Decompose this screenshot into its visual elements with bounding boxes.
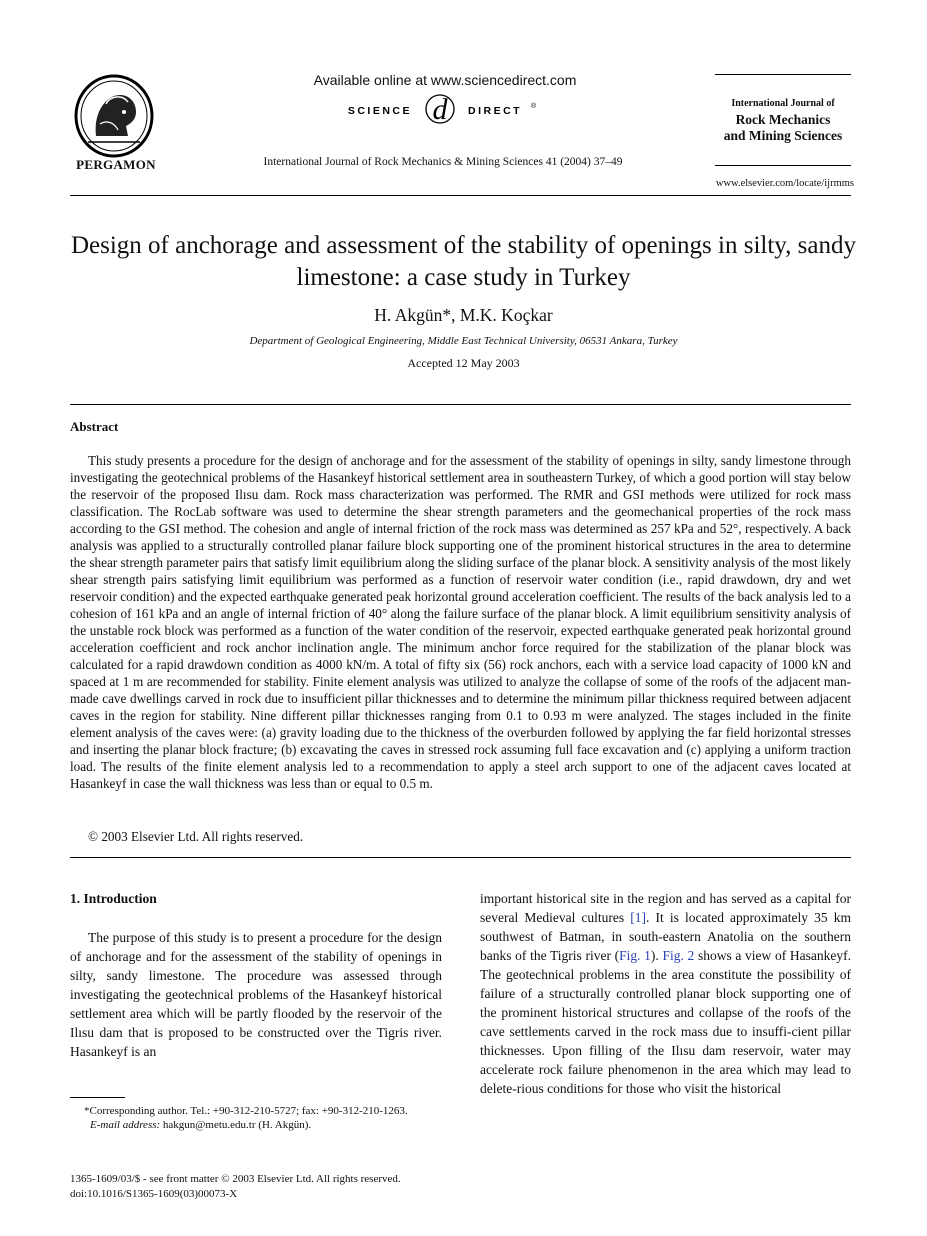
intro-text: important historical site in the region and has served as a capital for several Medieval cultures: [480, 891, 851, 925]
publisher-logo: [66, 74, 162, 170]
publisher-name: PERGAMON: [76, 157, 156, 172]
abstract-text: This study presents a procedure for the design of anchorage and for the assessment of the stability of openings in silty, sandy limestone through investigating the geotechnical problems of the Hasankeyf historical settlement area in southeastern Turkey, of which a good portion will stay below the reservoir of the proposed Ilısu dam. Rock mass characterization was performed. The RMR and GSI methods were utilized for rock mass classification. The RocLab software was used to determine the shear strength parameters and the geomechanical properties of the rock mass according to the GSI method. The cohesion and angle of internal friction of the rock mass was determined as 257 kPa and 52°, respectively. A back analysis was applied to a structurally controlled planar failure block supporting one of the prominent historical structures in the area to determine the shear strength parameter pairs that satisfy limit equilibrium along the sliding surface of the planar block. A sensitivity analysis of the most likely shear strength pairs satisfying limit equilibrium was performed as a function of reservoir water condition (i.e., rapid drawdown, dry and wet reservoir condition) and the expected earthquake generated peak horizontal ground acceleration coefficient. The results of the back analysis led to a cohesion of 161 kPa and an angle of internal friction of 40° along the failure surface of the planar block. A limit equilibrium sensitivity analysis of the unstable rock block was performed as a function of the water condition of the reservoir, expected earthquake generated peak horizontal ground acceleration coefficient and rock anchor inclination angle. The minimum anchor force required for the stabilization of the planar block was calculated for a rapid drawdown condition as 4000 kN/m. A total of fifty six (56) rock anchors, each with a service load capacity of 1000 kN and spaced at 1 m are recommended for stability. Finite element analysis was utilized to analyze the collapse of some of the roofs of the adjacent man-made cave dwellings carved in rock due to insufficient pillar thicknesses and to determine the minimum pillar thickness required between adjacent caves in the region for stability. Nine different pillar thicknesses ranging from 0.1 to 0.93 m were analyzed. The stages included in the finite element analysis of the caves were: (a) gravity loading due to the thickness of the overburden followed by applying the far field horizontal stresses and inserting the planar block fracture; (b) excavating the caves in stressed rock assuming full face excavation and (c) applying a uniform traction load. The results of the finite element analysis led to a recommendation to apply a steel arch support to one of the adjacent caves located at Hasankeyf in case the wall thickness was less than or equal to 0.5 m.: [70, 453, 851, 791]
divider: [715, 165, 851, 166]
figure-link-1[interactable]: Fig. 1: [619, 948, 651, 963]
journal-line-2: Rock Mechanics: [735, 112, 831, 127]
doi-line[interactable]: doi:10.1016/S1365-1609(03)00073-X: [70, 1188, 238, 1200]
divider: [70, 857, 851, 858]
intro-right-column: [480, 889, 851, 1098]
sciencedirect-logo: [300, 92, 590, 132]
footnote-divider: [70, 1097, 125, 1098]
divider: [70, 404, 851, 405]
accepted-date: Accepted 12 May 2003: [407, 356, 520, 370]
registered-mark: ®: [531, 103, 537, 110]
sd-left-text: SCIENCE: [347, 105, 412, 117]
journal-citation: International Journal of Rock Mechanics & Mining Sciences 41 (2004) 37–49: [263, 156, 623, 168]
journal-line-1: International Journal of: [731, 98, 835, 109]
reference-link[interactable]: [1]: [630, 910, 647, 925]
email-label: E-mail address:: [90, 1119, 161, 1131]
pergamon-emblem-icon: [66, 74, 162, 164]
intro-left-column: The purpose of this study is to present a procedure for the design of anchorage and for the assessment of the stability of openings in silty, sandy limestone. The procedure was assessed through investigating the geotechnical problems of the Hasankeyf historical settlement area which will be partly flooded by the reservoir of the Ilısu dam that is proposed to be constructed over the Tigris river. Hasankeyf is an: [70, 930, 442, 1059]
author-affiliation: Department of Geological Engineering, Middle East Technical University, 06531 Ankara, Turkey: [249, 335, 678, 347]
figure-link-2[interactable]: Fig. 2: [662, 948, 695, 963]
intro-text: shows a view of Hasankeyf. The geotechnical problems in the area constitute the possibility of failure of a structurally controlled planar block supporting one of the prominent historical structures and collapse of the roofs of the cave settlements carved in the rock mass due to insuffi-cient pillar thicknesses. Upon filling of the Ilısu dam reservoir, water may accelerate rock failure phenomenon in the area which may lead to delete-rious conditions for those who visit the historical: [480, 948, 851, 1096]
journal-url[interactable]: www.elsevier.com/locate/ijrmms: [715, 178, 854, 189]
abstract-heading: Abstract: [70, 419, 119, 434]
journal-masthead: [712, 96, 854, 144]
corresponding-author-note: *Corresponding author. Tel.: +90-312-210-5727; fax: +90-312-210-1263.: [84, 1105, 408, 1117]
sd-d-icon: d: [432, 93, 448, 126]
divider: [70, 195, 851, 196]
intro-text: . It is located approximately 35 km southwest of Batman, in south-eastern Anatolia on the southern banks of the Tigris river (: [480, 910, 851, 963]
sd-right-text: DIRECT: [468, 105, 523, 117]
abstract-copyright: © 2003 Elsevier Ltd. All rights reserved.: [88, 829, 304, 844]
article-authors: H. Akgün*, M.K. Koçkar: [374, 305, 553, 325]
footnote: [70, 1104, 442, 1132]
intro-text: ).: [650, 948, 663, 963]
available-online-banner[interactable]: Available online at www.sciencedirect.com: [313, 72, 577, 88]
email-note: [70, 1118, 442, 1132]
journal-line-3: and Mining Sciences: [723, 128, 843, 143]
issn-line: 1365-1609/03/$ - see front matter © 2003 Elsevier Ltd. All rights reserved.: [70, 1173, 401, 1185]
publication-info: [70, 1172, 401, 1202]
article-title: Design of anchorage and assessment of the stability of openings in silty, sandy limestone: a case study in Turkey: [70, 232, 857, 291]
email-address[interactable]: hakgun@metu.edu.tr (H. Akgün).: [160, 1119, 312, 1131]
section-heading-introduction: 1. Introduction: [70, 891, 157, 906]
divider: [715, 74, 851, 75]
